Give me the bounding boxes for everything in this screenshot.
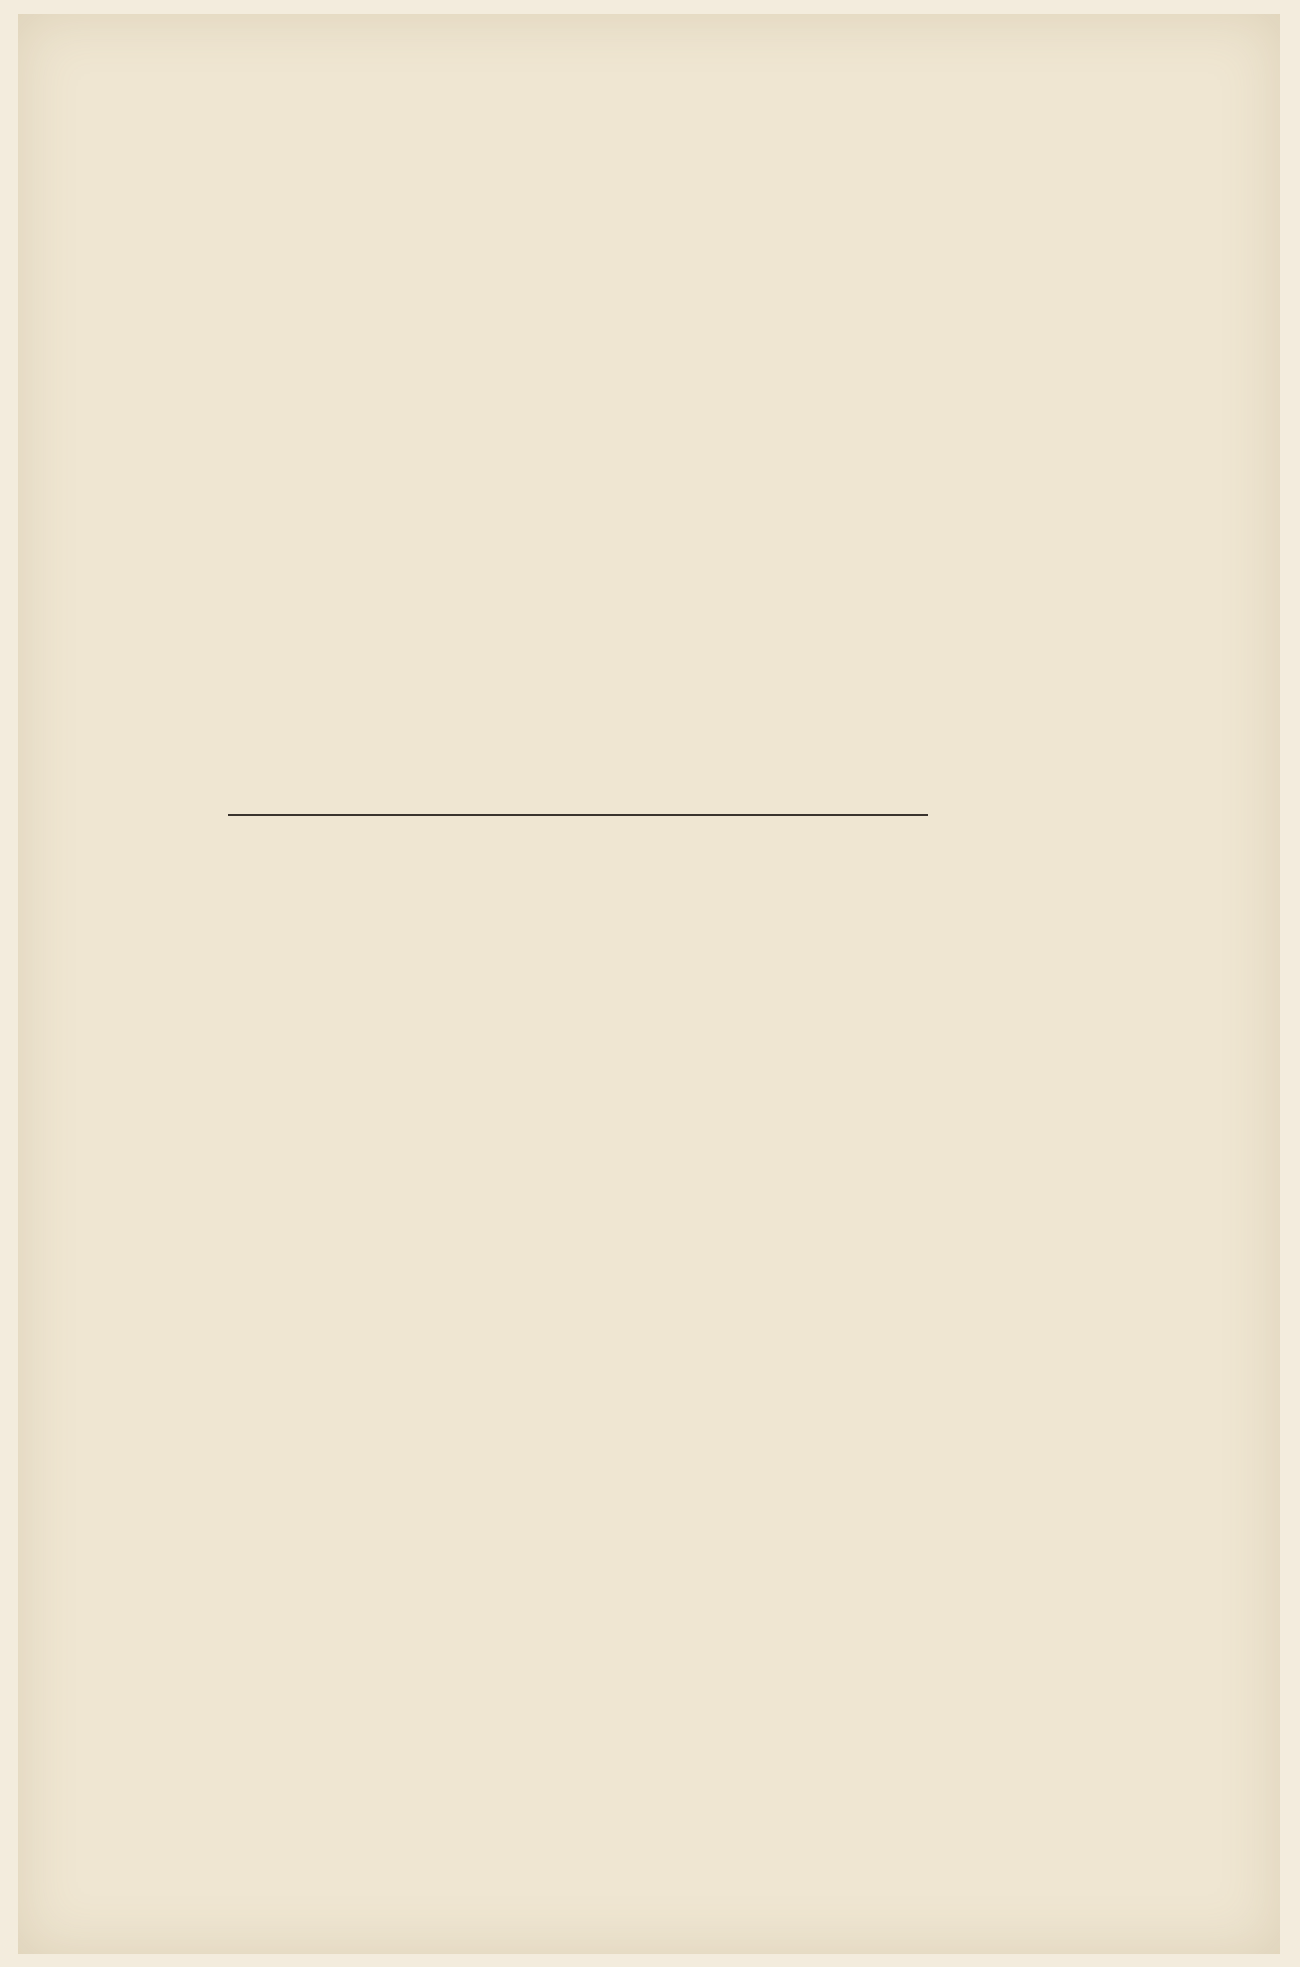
document-page bbox=[18, 14, 1280, 1954]
watermark bbox=[628, 1569, 1300, 1849]
section-divider bbox=[228, 814, 928, 816]
